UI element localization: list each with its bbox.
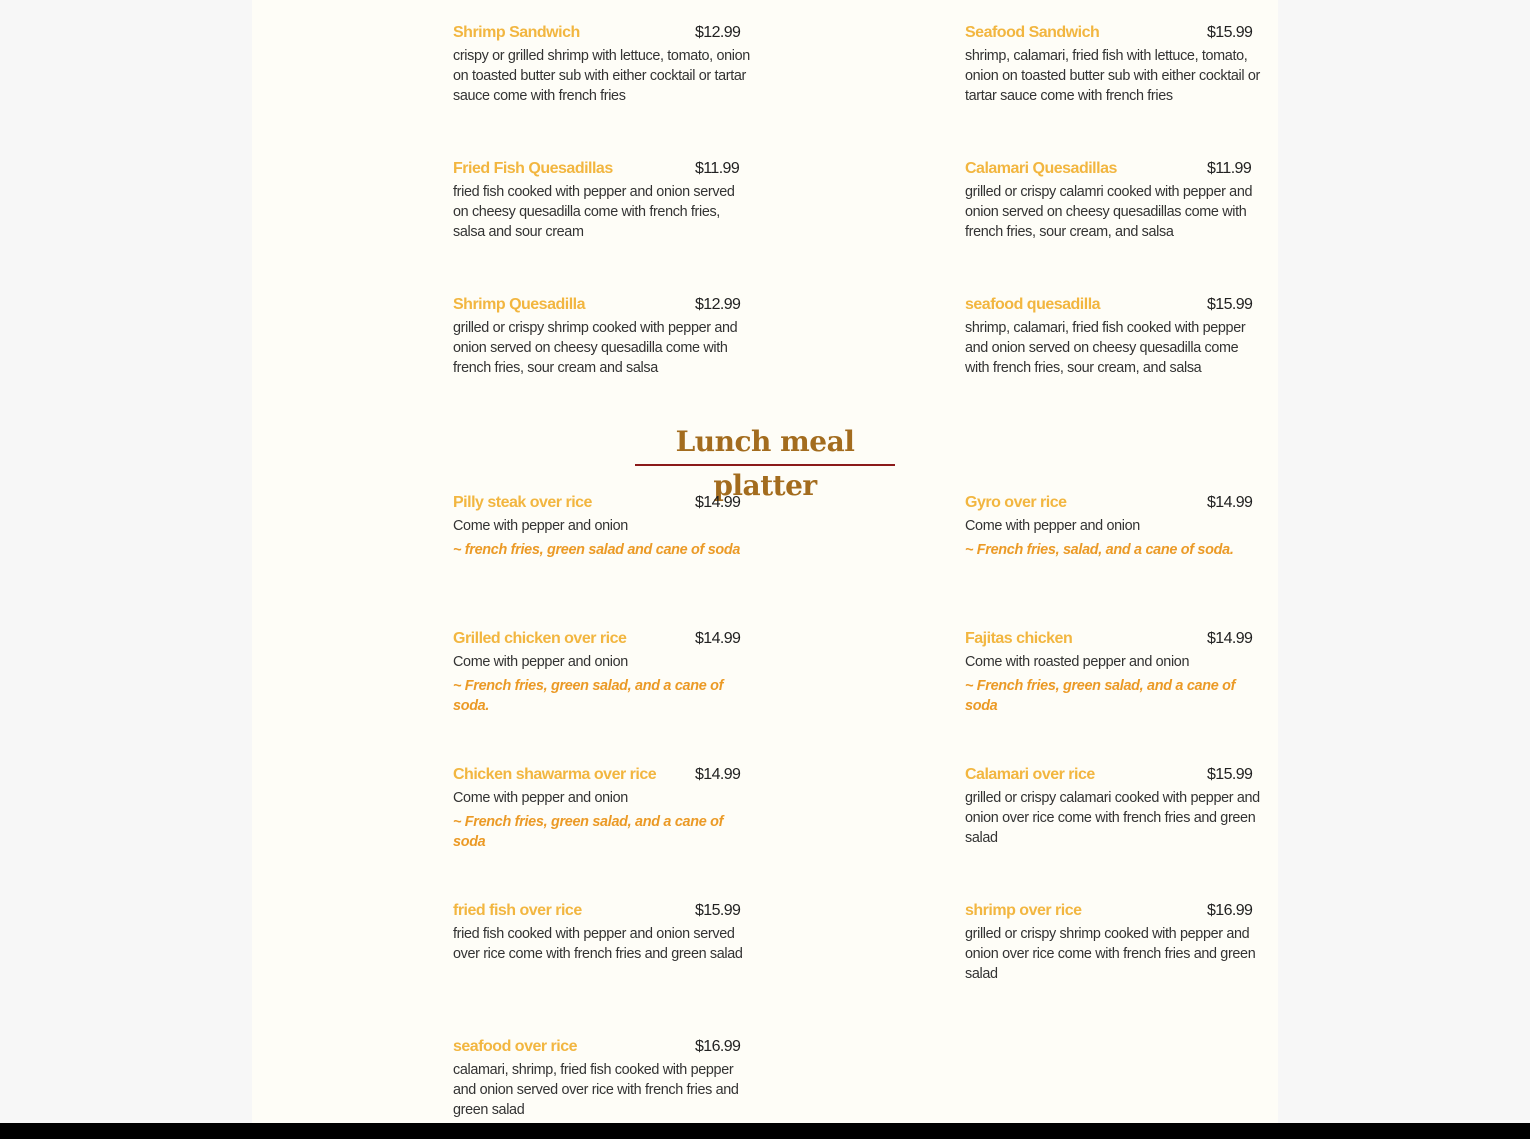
menu-item-header xyxy=(965,628,1265,650)
item-sides: ~ French fries, salad, and a cane of soda. xyxy=(965,542,1234,558)
item-name: Calamari over rice xyxy=(965,766,1095,783)
menu-item-header xyxy=(965,764,1265,786)
menu-item-header xyxy=(453,628,753,650)
section-title-lunch-meal-platter: Lunch meal platter xyxy=(675,425,855,502)
item-description: grilled or crispy calamri cooked with pepper and onion served on cheesy quesadillas come with french fries, sour cream, and salsa xyxy=(965,184,1253,240)
item-price: $15.99 xyxy=(1207,24,1253,41)
item-price: $11.99 xyxy=(1207,160,1252,177)
menu-item-header xyxy=(453,22,753,44)
section-divider xyxy=(635,464,895,466)
menu-item-chicken-shawarma-over-rice xyxy=(453,764,753,852)
item-price: $15.99 xyxy=(1207,296,1253,313)
menu-item-shrimp-over-rice xyxy=(965,900,1265,984)
window-bottom-edge xyxy=(0,1123,1530,1139)
item-name: Chicken shawarma over rice xyxy=(453,766,657,783)
menu-item-header xyxy=(453,158,753,180)
item-price: $14.99 xyxy=(1207,630,1253,647)
item-price: $14.99 xyxy=(1207,494,1253,511)
menu-item-fried-fish-quesadillas xyxy=(453,158,753,242)
menu-item-header xyxy=(965,900,1265,922)
menu-page xyxy=(252,0,1278,1123)
item-name: Gyro over rice xyxy=(965,494,1067,511)
item-description: grilled or crispy shrimp cooked with pepper and onion over rice come with french fries and green salad xyxy=(965,926,1256,982)
menu-item-shrimp-quesadilla xyxy=(453,294,753,378)
item-price: $14.99 xyxy=(695,630,741,647)
item-description: grilled or crispy shrimp cooked with pepper and onion served on cheesy quesadilla come with french fries, sour cream and salsa xyxy=(453,320,738,376)
menu-item-fajitas-chicken xyxy=(965,628,1265,716)
item-price: $16.99 xyxy=(695,1038,741,1055)
item-description: Come with pepper and onion xyxy=(453,518,628,534)
menu-item-calamari-quesadillas xyxy=(965,158,1265,242)
item-description: grilled or crispy calamari cooked with pepper and onion over rice come with french fries and green salad xyxy=(965,790,1260,846)
menu-item-fried-fish-over-rice xyxy=(453,900,753,964)
item-name: Pilly steak over rice xyxy=(453,494,592,511)
menu-item-seafood-sandwich xyxy=(965,22,1265,106)
item-sides: ~ French fries, green salad, and a cane of soda. xyxy=(453,678,724,714)
item-sides: ~ French fries, green salad, and a cane of soda xyxy=(965,678,1236,714)
item-name: Fried Fish Quesadillas xyxy=(453,160,613,177)
menu-item-gyro-over-rice xyxy=(965,492,1265,560)
item-price: $14.99 xyxy=(695,494,741,511)
item-name: shrimp over rice xyxy=(965,902,1082,919)
item-description: fried fish cooked with pepper and onion served on cheesy quesadilla come with french fries, salsa and sour cream xyxy=(453,184,735,240)
menu-item-header xyxy=(453,764,753,786)
item-name: seafood over rice xyxy=(453,1038,577,1055)
menu-item-shrimp-sandwich xyxy=(453,22,753,106)
item-name: Seafood Sandwich xyxy=(965,24,1100,41)
menu-item-seafood-over-rice xyxy=(453,1036,753,1120)
menu-item-header xyxy=(965,492,1265,514)
item-price: $15.99 xyxy=(1207,766,1253,783)
item-description: Come with pepper and onion xyxy=(965,518,1140,534)
item-name: Calamari Quesadillas xyxy=(965,160,1117,177)
item-description: Come with roasted pepper and onion xyxy=(965,654,1190,670)
item-description: shrimp, calamari, fried fish with lettuce, tomato, onion on toasted butter sub with either cocktail or tartar sauce come with french fries xyxy=(965,48,1260,104)
menu-item-header xyxy=(965,22,1265,44)
menu-item-header xyxy=(453,294,753,316)
item-description: Come with pepper and onion xyxy=(453,654,628,670)
item-sides: ~ french fries, green salad and cane of soda xyxy=(453,542,741,558)
item-description: shrimp, calamari, fried fish cooked with pepper and onion served on cheesy quesadilla come with french fries, sour cream, and salsa xyxy=(965,320,1246,376)
item-price: $15.99 xyxy=(695,902,741,919)
item-price: $11.99 xyxy=(695,160,740,177)
menu-item-header xyxy=(965,158,1265,180)
item-description: calamari, shrimp, fried fish cooked with pepper and onion served over rice with french fries and green salad xyxy=(453,1062,739,1118)
item-price: $16.99 xyxy=(1207,902,1253,919)
menu-item-header xyxy=(453,1036,753,1058)
item-description: crispy or grilled shrimp with lettuce, tomato, onion on toasted butter sub with either cocktail or tartar sauce come with french fries xyxy=(453,48,750,104)
item-sides: ~ French fries, green salad, and a cane of soda xyxy=(453,814,724,850)
item-name: seafood quesadilla xyxy=(965,296,1101,313)
item-name: Fajitas chicken xyxy=(965,630,1073,647)
menu-item-header xyxy=(965,294,1265,316)
item-name: Shrimp Sandwich xyxy=(453,24,580,41)
menu-item-header xyxy=(453,492,753,514)
item-price: $12.99 xyxy=(695,296,741,313)
item-price: $12.99 xyxy=(695,24,741,41)
menu-item-seafood-quesadilla xyxy=(965,294,1265,378)
item-price: $14.99 xyxy=(695,766,741,783)
item-name: Grilled chicken over rice xyxy=(453,630,627,647)
menu-item-grilled-chicken-over-rice xyxy=(453,628,753,716)
item-description: Come with pepper and onion xyxy=(453,790,628,806)
item-description: fried fish cooked with pepper and onion served over rice come with french fries and green salad xyxy=(453,926,743,962)
menu-item-header xyxy=(453,900,753,922)
menu-item-pilly-steak-over-rice xyxy=(453,492,753,560)
menu-item-calamari-over-rice xyxy=(965,764,1265,848)
item-name: fried fish over rice xyxy=(453,902,582,919)
item-name: Shrimp Quesadilla xyxy=(453,296,585,313)
